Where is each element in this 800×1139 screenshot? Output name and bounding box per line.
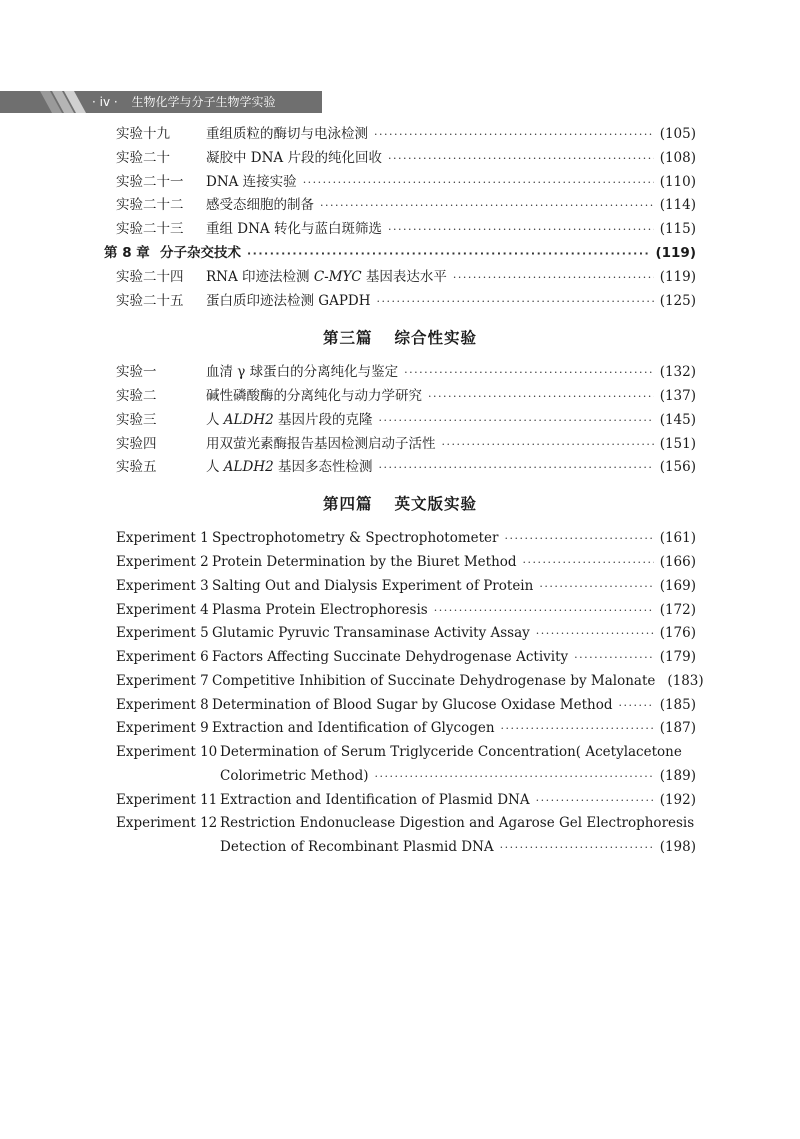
toc-entry[interactable] (116, 194, 696, 216)
toc-entry[interactable] (116, 741, 696, 763)
toc-entry[interactable] (116, 670, 704, 692)
entry-title: Salting Out and Dialysis Experiment of Protein (212, 578, 534, 594)
dot-leader (388, 219, 654, 241)
entry-title: 感受态细胞的制备 (206, 197, 314, 213)
entry-number: Experiment 11 (116, 792, 218, 808)
part-name: 英文版实验 (394, 495, 478, 513)
entry-page: (169) (659, 578, 696, 594)
entry-title: 碱性磷酸酶的分离纯化与动力学研究 (206, 388, 422, 404)
dot-leader (374, 124, 654, 146)
entry-page: (151) (659, 436, 696, 452)
entry-number: 实验二十三 (116, 221, 184, 237)
toc-entry[interactable] (116, 599, 696, 621)
toc-entry[interactable] (116, 575, 696, 597)
entry-number: 实验二十五 (116, 293, 184, 309)
entry-title: Extraction and Identification of Plasmid DNA (220, 792, 530, 808)
dot-leader (504, 528, 653, 550)
dot-leader (404, 362, 654, 384)
entry-page: (137) (659, 388, 696, 404)
toc-entry[interactable] (116, 646, 696, 668)
entry-number: Experiment 10 (116, 744, 218, 760)
entry-number: 实验五 (116, 459, 157, 475)
dot-leader (539, 576, 653, 598)
entry-page: (125) (659, 293, 696, 309)
toc-entry[interactable] (116, 812, 696, 834)
entry-number: Experiment 5 (116, 625, 209, 641)
entry-title: 凝胶中 DNA 片段的纯化回收 (206, 150, 382, 166)
entry-title: 人 ALDH2 基因片段的克隆 (206, 412, 373, 428)
chapter-number: 第 8 章 (104, 245, 150, 261)
entry-title: Extraction and Identification of Glycogen (212, 720, 495, 736)
entry-title-line2: Detection of Recombinant Plasmid DNA (220, 839, 494, 855)
dot-leader (523, 552, 654, 574)
toc-entry[interactable] (116, 551, 696, 573)
part-number: 第四篇 (322, 495, 373, 513)
dot-leader (536, 790, 654, 812)
chapter-title: 分子杂交技术 (160, 245, 241, 261)
entry-number: 实验二十一 (116, 174, 184, 190)
entry-title: 人 ALDH2 基因多态性检测 (206, 459, 373, 475)
entry-title: 蛋白质印迹法检测 GAPDH (206, 293, 371, 309)
entry-page: (198) (659, 839, 696, 855)
toc-entry-continuation[interactable] (220, 765, 696, 787)
toc-entry[interactable] (116, 290, 696, 312)
page-number: · iv · (92, 95, 118, 109)
entry-title: Competitive Inhibition of Succinate Dehydrogenase by Malonate (212, 673, 656, 689)
entry-page: (189) (659, 768, 696, 784)
entry-title: DNA 连接实验 (206, 174, 297, 190)
dot-leader (574, 647, 654, 669)
entry-page: (192) (659, 792, 696, 808)
entry-title: 用双萤光素酶报告基因检测启动子活性 (206, 436, 436, 452)
entry-number: Experiment 1 (116, 530, 209, 546)
toc-entry[interactable] (116, 622, 696, 644)
dot-leader (434, 600, 654, 622)
toc-entry[interactable] (116, 456, 696, 478)
entry-title: 重组 DNA 转化与蓝白斑筛选 (206, 221, 382, 237)
chapter-page: (119) (655, 245, 696, 261)
dot-leader (377, 291, 654, 313)
entry-page: (187) (659, 720, 696, 736)
dot-leader (442, 434, 654, 456)
book-title: 生物化学与分子生物学实验 (131, 95, 276, 109)
toc-entry-continuation[interactable] (220, 836, 696, 858)
entry-page: (156) (659, 459, 696, 475)
dot-leader (500, 837, 654, 859)
entry-number: 实验二十 (116, 150, 170, 166)
running-header (0, 91, 322, 113)
dot-leader (379, 410, 654, 432)
entry-title: 血清 γ 球蛋白的分离纯化与鉴定 (206, 364, 399, 380)
entry-page: (115) (659, 221, 696, 237)
toc-chapter[interactable] (104, 242, 696, 264)
entry-number: Experiment 3 (116, 578, 209, 594)
toc-entry[interactable] (116, 385, 696, 407)
entry-title: Determination of Blood Sugar by Glucose Oxidase Method (212, 697, 613, 713)
entry-page: (114) (659, 197, 696, 213)
entry-title: Factors Affecting Succinate Dehydrogenase Activity (212, 649, 569, 665)
dot-leader (428, 386, 654, 408)
part4-heading (0, 492, 800, 514)
toc-entry[interactable] (116, 789, 696, 811)
dot-leader (303, 172, 654, 194)
entry-title-line1: Restriction Endonuclease Digestion and Agarose Gel Electrophoresis (220, 815, 695, 831)
entry-number: Experiment 4 (116, 602, 209, 618)
toc-entry[interactable] (116, 171, 696, 193)
decorative-stripes (40, 91, 90, 113)
entry-number: Experiment 9 (116, 720, 209, 736)
entry-title: RNA 印迹法检测 C-MYC 基因表达水平 (206, 269, 447, 285)
entry-page: (172) (659, 602, 696, 618)
entry-page: (183) (667, 673, 704, 689)
header-text (92, 91, 276, 113)
entry-page: (108) (659, 150, 696, 166)
entry-page: (176) (659, 625, 696, 641)
entry-number: 实验四 (116, 436, 157, 452)
entry-page: (166) (659, 554, 696, 570)
entry-number: Experiment 12 (116, 815, 218, 831)
dot-leader (320, 195, 654, 217)
dot-leader (388, 148, 654, 170)
entry-page: (161) (659, 530, 696, 546)
toc-entry[interactable] (116, 361, 696, 383)
entry-page: (185) (659, 697, 696, 713)
toc-entry[interactable] (116, 409, 696, 431)
entry-page: (110) (659, 174, 696, 190)
toc-entry[interactable] (116, 717, 696, 739)
entry-number: 实验二十四 (116, 269, 184, 285)
entry-page: (145) (659, 412, 696, 428)
entry-page: (105) (659, 126, 696, 142)
entry-title-line1: Determination of Serum Triglyceride Concentration( Acetylacetone (220, 744, 682, 760)
toc-entry[interactable] (116, 694, 696, 716)
dot-leader (379, 457, 654, 479)
dot-leader (501, 718, 654, 740)
entry-page: (179) (659, 649, 696, 665)
entry-title: 重组质粒的酶切与电泳检测 (206, 126, 368, 142)
dot-leader (374, 766, 653, 788)
toc-entry[interactable] (116, 266, 696, 288)
entry-number: Experiment 7 (116, 673, 209, 689)
entry-number: Experiment 2 (116, 554, 209, 570)
part-number: 第三篇 (322, 329, 373, 347)
toc-entry[interactable] (116, 123, 696, 145)
entry-number: 实验三 (116, 412, 157, 428)
dot-leader (536, 623, 654, 645)
part3-heading (0, 326, 800, 348)
entry-number: Experiment 6 (116, 649, 209, 665)
entry-title: Spectrophotometry & Spectrophotometer (212, 530, 499, 546)
dot-leader (618, 695, 653, 717)
entry-page: (119) (659, 269, 696, 285)
entry-number: 实验二十二 (116, 197, 184, 213)
entry-number: Experiment 8 (116, 697, 209, 713)
entry-number: 实验二 (116, 388, 157, 404)
entry-title: Protein Determination by the Biuret Method (212, 554, 517, 570)
entry-title: Plasma Protein Electrophoresis (212, 602, 428, 618)
toc-entry[interactable] (116, 433, 696, 455)
entry-title: Glutamic Pyruvic Transaminase Activity Assay (212, 625, 530, 641)
toc-entry[interactable] (116, 147, 696, 169)
dot-leader (247, 243, 649, 265)
entry-number: 实验一 (116, 364, 157, 380)
toc-entry[interactable] (116, 218, 696, 240)
entry-number: 实验十九 (116, 126, 170, 142)
entry-page: (132) (659, 364, 696, 380)
toc-entry[interactable] (116, 527, 696, 549)
part-name: 综合性实验 (394, 329, 478, 347)
dot-leader (453, 267, 654, 289)
entry-title-line2: Colorimetric Method) (220, 768, 369, 784)
